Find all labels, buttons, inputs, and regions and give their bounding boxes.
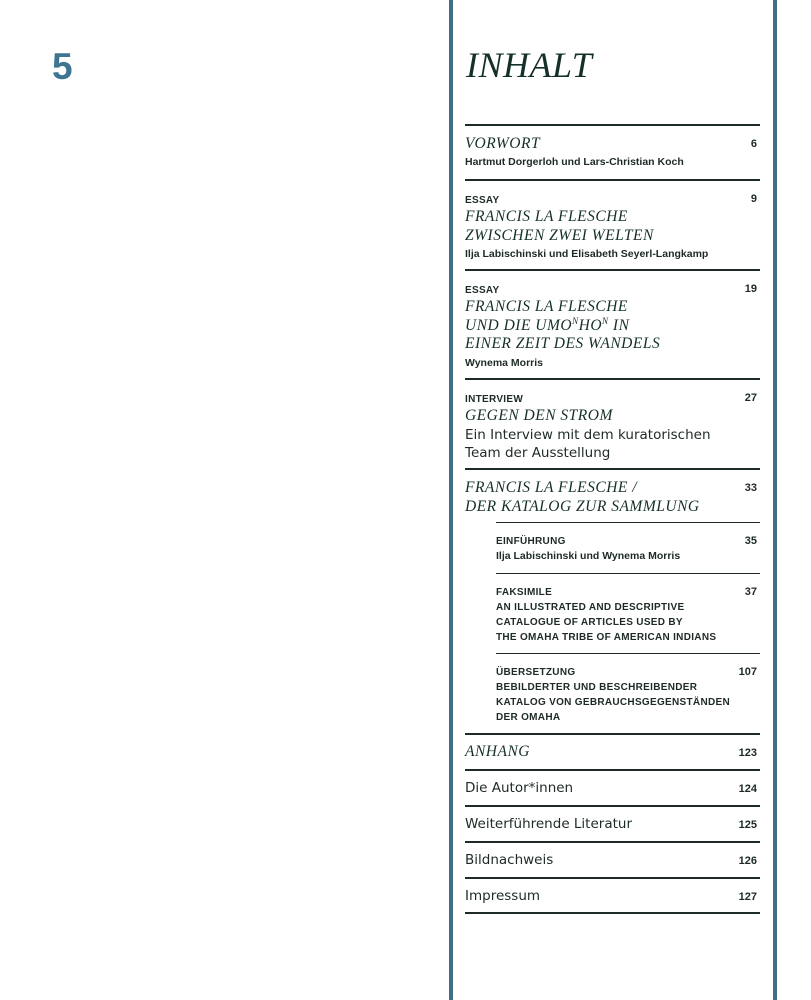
entry-title: Impressum [465, 888, 541, 904]
entry-subtitle-line: AN ILLUSTRATED AND DESCRIPTIVE [496, 602, 685, 613]
entry-page-number: 35 [744, 535, 757, 547]
entry-page-number: 127 [738, 891, 757, 903]
entry-title-line: FRANCIS LA FLESCHE [465, 298, 628, 315]
page-number: 5 [52, 46, 73, 87]
entry-title: Bildnachweis [465, 852, 554, 868]
entry-label: ESSAY [465, 285, 500, 296]
entry-subtitle-line: BEBILDERTER UND BESCHREIBENDER [496, 682, 698, 693]
entry-label: ÜBERSETZUNG [496, 667, 576, 678]
entry-page-number: 33 [744, 482, 757, 494]
entry-authors: Ilja Labischinski und Elisabeth Seyerl-Langkamp [465, 248, 709, 260]
toc-entry-essay-1[interactable] [465, 179, 760, 269]
entry-page-number: 126 [738, 855, 757, 867]
entry-title: Weiterführende Literatur [465, 816, 633, 832]
entry-title: Die Autor*innen [465, 780, 574, 796]
entry-title-line: FRANCIS LA FLESCHE [465, 208, 628, 225]
toc-entry-bildnachweis[interactable] [465, 841, 760, 877]
superscript-n: N [572, 315, 579, 326]
entry-label: INTERVIEW [465, 394, 524, 405]
toc-entry-vorwort[interactable] [465, 124, 760, 179]
table-of-contents [465, 124, 760, 914]
entry-description-line: Team der Ausstellung [465, 444, 611, 461]
toc-entry-faksimile[interactable] [496, 573, 760, 653]
toc-entry-essay-2[interactable] [465, 269, 760, 378]
entry-label: FAKSIMILE [496, 587, 553, 598]
entry-subtitle-line: DER OMAHA [496, 712, 561, 723]
toc-entry-literatur[interactable] [465, 805, 760, 841]
entry-label: EINFÜHRUNG [496, 536, 566, 547]
entry-title: GEGEN DEN STROM [465, 407, 613, 424]
entry-page-number: 123 [738, 747, 757, 759]
toc-entry-interview[interactable] [465, 378, 760, 468]
entry-label: ESSAY [465, 195, 500, 206]
entry-title-line: EINER ZEIT DES WANDELS [465, 335, 661, 352]
entry-description-line: Ein Interview mit dem kuratorischen [465, 426, 711, 443]
entry-title: VORWORT [465, 135, 541, 152]
entry-page-number: 9 [750, 193, 757, 205]
title-part: UND DIE UMO [465, 316, 573, 334]
toc-entry-katalog[interactable] [465, 468, 760, 522]
entry-title-line [465, 317, 760, 336]
entry-authors: Hartmut Dorgerloh und Lars-Christian Koch [465, 155, 684, 168]
toc-entry-einfuehrung[interactable] [496, 522, 760, 573]
entry-page-number: 27 [744, 392, 757, 404]
entry-subtitle-line: THE OMAHA TRIBE OF AMERICAN INDIANS [496, 632, 717, 643]
entry-title-line: DER KATALOG ZUR SAMMLUNG [465, 497, 700, 515]
entry-page-number: 125 [738, 819, 757, 831]
entry-authors: Ilja Labischinski und Wynema Morris [496, 550, 681, 562]
entry-title: ANHANG [465, 743, 530, 760]
entry-page-number: 19 [744, 283, 757, 295]
entry-subtitle-line: KATALOG VON GEBRAUCHSGEGENSTÄNDEN [496, 697, 730, 708]
toc-entry-anhang[interactable] [465, 733, 760, 769]
entry-page-number: 6 [750, 138, 757, 150]
entry-title-line: ZWISCHEN ZWEI WELTEN [465, 226, 654, 244]
entry-authors: Wynema Morris [465, 356, 543, 369]
toc-entry-uebersetzung[interactable] [496, 653, 760, 733]
toc-entry-impressum[interactable] [465, 877, 760, 914]
entry-title-line: FRANCIS LA FLESCHE / [465, 479, 638, 496]
entry-subtitle-line: CATALOGUE OF ARTICLES USED BY [496, 617, 683, 628]
toc-title: INHALT [466, 45, 593, 85]
entry-page-number: 124 [738, 783, 757, 795]
entry-page-number: 37 [744, 586, 757, 598]
entry-page-number: 107 [738, 666, 757, 678]
title-part: IN [608, 316, 630, 334]
superscript-n: N [602, 315, 609, 326]
title-part: HO [578, 316, 603, 334]
toc-entry-autorinnen[interactable] [465, 769, 760, 805]
